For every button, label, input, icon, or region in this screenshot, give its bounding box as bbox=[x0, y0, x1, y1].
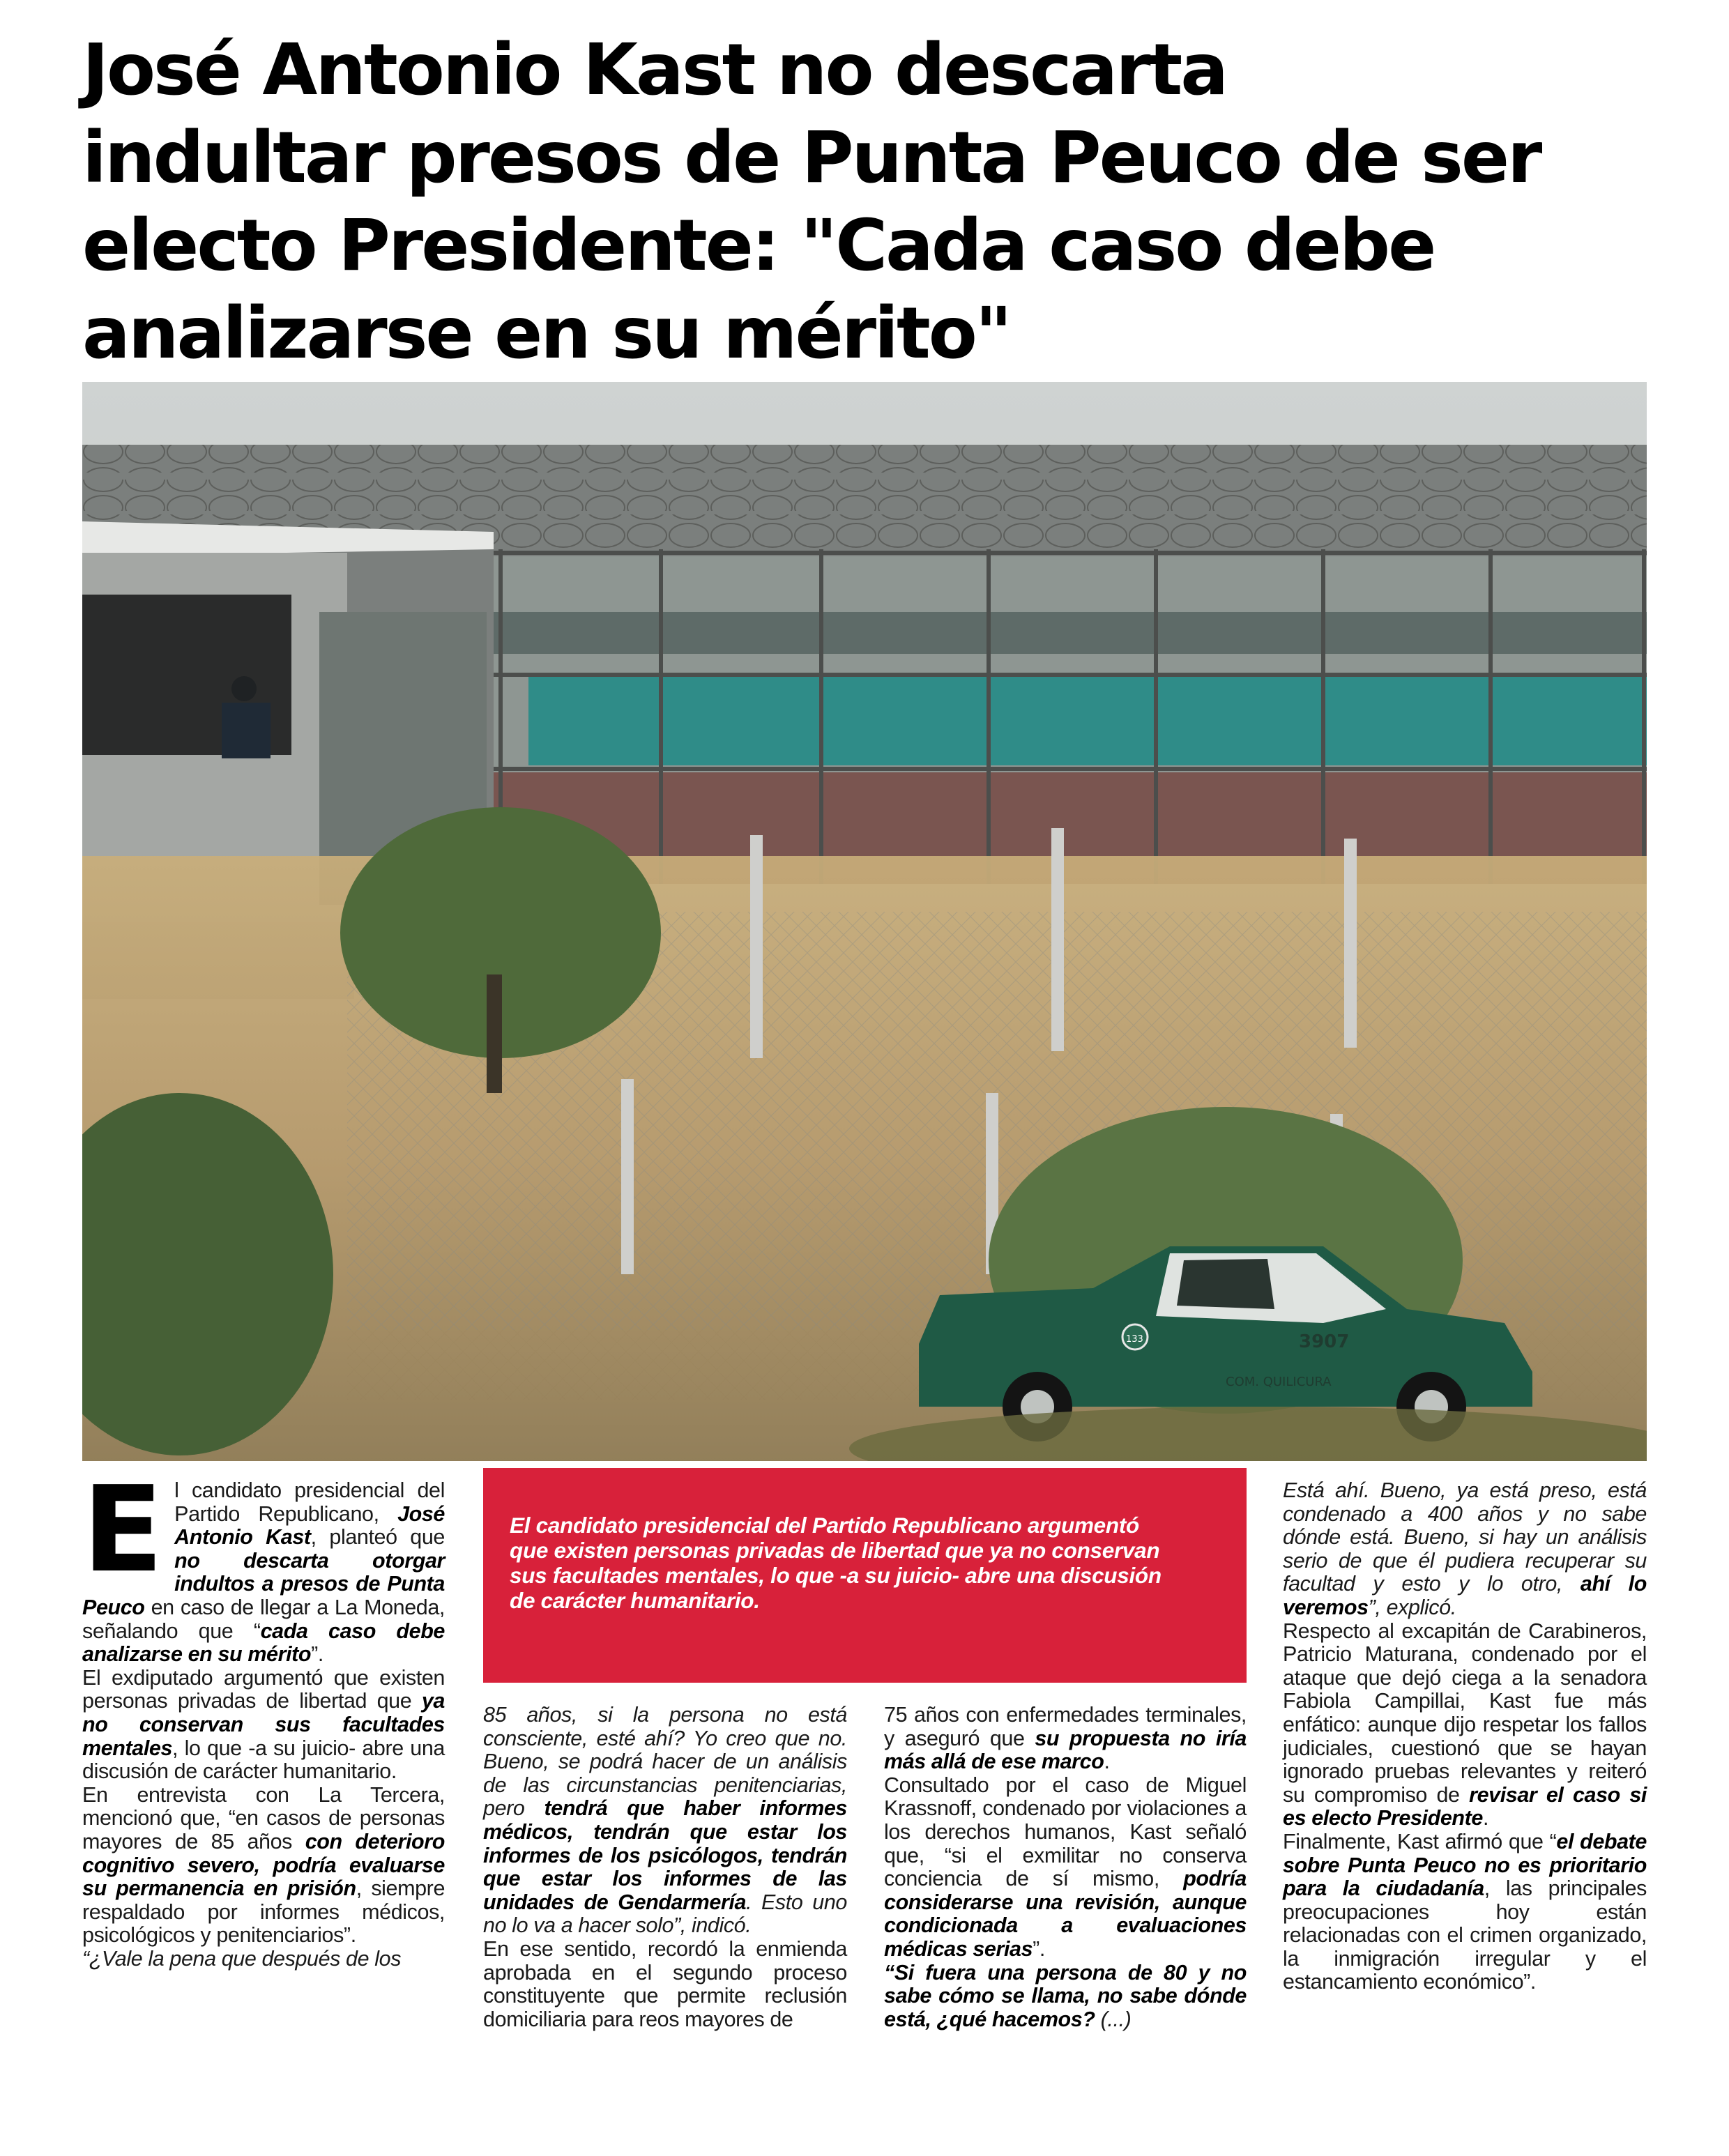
drop-cap: E bbox=[82, 1461, 164, 1599]
paragraph: El candidato presidencial del Partido Republicano, José Antonio Kast, planteó que no descarta otorgar indultos a presos de Punta Peuco en caso de llegar a La Moneda, señalando que “cada caso debe analizarse en su mérito”. bbox=[82, 1461, 445, 1667]
pull-quote-line: de carácter humanitario. bbox=[510, 1588, 760, 1613]
article-photo bbox=[82, 382, 1647, 1461]
paragraph: 75 años con enfermedades terminales, y aseguró que su propuesta no iría más allá de ese marco. bbox=[884, 1703, 1247, 1774]
article-column-2 bbox=[483, 1704, 847, 2031]
pull-quote-line: que existen personas privadas de libertad que ya no conservan bbox=[510, 1538, 1160, 1563]
paragraph: Está ahí. Bueno, ya está preso, está condenado a 400 años y no sabe dónde está. Bueno, si hay un análisis serio de que él pudiera recuperar su facultad y esto y lo otro, ahí lo veremos”, explicó. bbox=[1283, 1478, 1647, 1619]
paragraph: “Si fuera una persona de 80 y no sabe cómo se llama, no sabe dónde está, ¿qué hacemos? (...) bbox=[884, 1960, 1247, 2031]
pull-quote bbox=[483, 1468, 1247, 1683]
paragraph: 85 años, si la persona no está consciente, esté ahí? Yo creo que no. Bueno, se podrá hacer de un análisis de las circunstancias penitenciarias, pero tendrá que haber informes médicos, tendrán que estar los informes de los psicólogos, tendrán que estar los informes de las unidades de Gendarmería. Esto uno no lo va a hacer solo”, indicó. bbox=[483, 1703, 847, 1938]
article-column-1 bbox=[82, 1461, 445, 1971]
car-emblem-text: 133 bbox=[1126, 1334, 1143, 1345]
article-column-3 bbox=[884, 1704, 1247, 2031]
article-column-4 bbox=[1283, 1479, 1647, 1994]
paragraph: Finalmente, Kast afirmó que “el debate sobre Punta Peuco no es prioritario para la ciudadanía, las principales preocupaciones hoy están relacionadas con el crimen organizado, la inmigración irregular y el estancamiento económico”. bbox=[1283, 1829, 1647, 1994]
paragraph: En ese sentido, recordó la enmienda aprobada en el segundo proceso constituyente que permite reclusión domiciliaria para reos mayores de bbox=[483, 1936, 847, 2031]
paragraph: Consultado por el caso de Miguel Krassnoff, condenado por violaciones a los derechos humanos, Kast señaló que, “si el exmilitar no conserva conciencia de sí mismo, podría considerarse una revisión, aunque condicionada a evaluaciones médicas serias”. bbox=[884, 1773, 1247, 1961]
headline-line: analizarse en su mérito" bbox=[82, 292, 1010, 375]
car-door-text: COM. QUILICURA bbox=[1226, 1375, 1332, 1389]
teal-screen bbox=[528, 675, 1647, 765]
paragraph: Respecto al excapitán de Carabineros, Patricio Maturana, condenado por el ataque que dejó ciega a la senadora Fabiola Campillai, Kast fue más enfático: aunque dijo respetar los fallos judiciales, cuestionó que se hayan ignorado pruebas relevantes y reiteró su compromiso de revisar el caso si es electo Presidente. bbox=[1283, 1619, 1647, 1830]
headline-line: José Antonio Kast no descarta bbox=[82, 29, 1227, 112]
paragraph: El exdiputado argumentó que existen personas privadas de libertad que ya no conservan sus facultades mentales, lo que -a su juicio- abre una discusión de carácter humanitario. bbox=[82, 1665, 445, 1784]
pull-quote-line: El candidato presidencial del Partido Republicano argumentó bbox=[510, 1513, 1139, 1538]
headline bbox=[82, 26, 1672, 378]
car-plate-text: 3907 bbox=[1299, 1331, 1350, 1352]
pull-quote-line: sus facultades mentales, lo que -a su juicio- abre una discusión bbox=[510, 1563, 1161, 1588]
paragraph: En entrevista con La Tercera, mencionó que, “en casos de personas mayores de 85 años con deterioro cognitivo severo, podría evaluarse su permanencia en prisión, siempre respaldado por informes médicos, psicológicos y penitenciarios”. bbox=[82, 1782, 445, 1948]
headline-line: electo Presidente: "Cada caso debe bbox=[82, 204, 1435, 287]
paragraph: “¿Vale la pena que después de los bbox=[82, 1946, 402, 1971]
headline-line: indultar presos de Punta Peuco de ser bbox=[82, 116, 1541, 199]
